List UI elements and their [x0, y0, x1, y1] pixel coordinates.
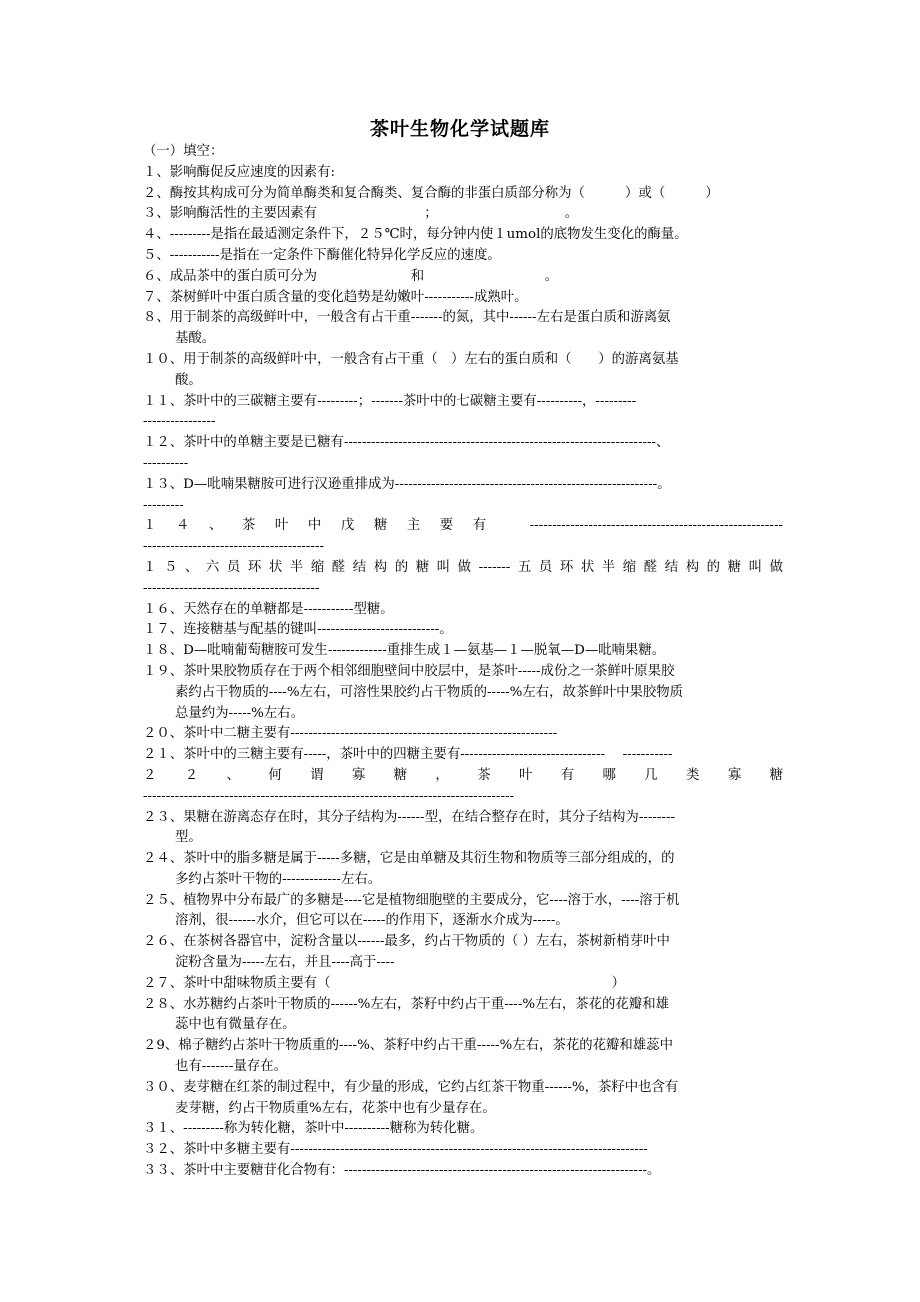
question-line: １、影响酶促反应速度的因素有: [143, 164, 335, 180]
question-line: １６、天然存在的单糖都是-----------型糖。 [143, 601, 394, 617]
question-line: ２７、茶叶中甜味物质主要有（ ） [143, 975, 626, 991]
question-line: １７、连接糖基与配基的键叫---------------------------。 [143, 622, 453, 638]
question-line: 麦芽糖，约占干物质重%左右，花茶中也有少量存在。 [175, 1100, 496, 1116]
question-line: （一）填空： [143, 144, 224, 159]
question-line: ３３、茶叶中主要糖苷化合物有：-------------------------------------------------------------------。 [143, 1163, 661, 1179]
question-line: 多约占茶叶干物的-------------左右。 [175, 871, 382, 887]
question-line: ---------------- [143, 414, 216, 430]
question-line: ７、茶树鲜叶中蛋白质含量的变化趋势是幼嫩叶-----------成熟叶。 [143, 289, 528, 305]
question-line: １９、茶叶果胶物质存在于两个相邻细胞壁间中胶层中，是茶叶-----成份之一茶鲜叶原果胶 [143, 663, 675, 679]
question-line: ４、---------是指在最适测定条件下，２５℃时，每分钟内使１umol的底物发生变化的酶量。 [143, 227, 688, 243]
question-line: １２、茶叶中的单糖主要是已糖有---------------------------------------------------------------------、 [143, 435, 670, 451]
question-line: 蕊中也有微量存在。 [175, 1017, 296, 1033]
question-line: ２６、在茶树各器官中，淀粉含量以------最多，约占干物质的（ ）左右，茶树新梢芽叶中 [143, 934, 670, 950]
question-line: ３、影响酶活性的主要因素有 ； 。 [143, 206, 579, 222]
question-line: ２9、棉子糖约占茶叶干物质重的----%、茶籽中约占干重-----%左右，茶花的花瓣和雄蕊中 [143, 1038, 673, 1054]
question-line: ３１、---------称为转化糖，茶叶中----------糖称为转化糖。 [143, 1121, 484, 1137]
question-line: ６、成品茶中的蛋白质可分为 和 。 [143, 268, 559, 284]
question-line: １３、D—吡喃果糖胺可进行汉逊重排成为----------------------------------------------------------。 [143, 476, 671, 492]
question-line: １８、D—吡喃葡萄糖胺可发生-------------重排生成１—氨基—１—脱氧—D—吡喃果糖。 [143, 643, 666, 659]
question-line: 素约占干物质的----%左右，可溶性果胶约占干物质的-----%左右，故茶鲜叶中果胶物质 [175, 684, 684, 700]
document-title: 茶叶生物化学试题库 [369, 118, 550, 140]
question-line: 型。 [175, 830, 202, 846]
question-line: ５、-----------是指在一定条件下酶催化特异化学反应的速度。 [143, 247, 501, 263]
question-line: 总量约为-----%左右。 [175, 705, 305, 721]
question-line: ２５、植物界中分布最广的多糖是----它是植物细胞壁的主要成分，它----溶于水，----溶于机 [143, 892, 680, 908]
question-line: ８、用于制茶的高级鲜叶中，一般含有占干重-------的氮，其中------左右是蛋白质和游离氨 [143, 310, 671, 326]
document-body [143, 142, 783, 1182]
question-line: ---------- [143, 455, 189, 471]
question-line: 溶剂，很------水介，但它可以在-----的作用下，逐渐水介成为-----。 [175, 913, 569, 929]
question-line: １４、茶叶中戊糖主要有 -------------------------------------------------------- [143, 518, 783, 534]
question-line: ２８、水苏糖约占茶叶干物质的------%左右，茶籽中约占干重----%左右，茶花的花瓣和雄 [143, 996, 669, 1012]
question-line: １０、用于制茶的高级鲜叶中，一般含有占干重（ ）左右的蛋白质和（ ）的游离氨基 [143, 351, 679, 367]
question-line: １１、茶叶中的三碳糖主要有---------；-------茶叶中的七碳糖主要有----------，--------- [143, 393, 637, 409]
question-line: ２０、茶叶中二糖主要有----------------------------------------------------------- [143, 726, 558, 742]
question-line: ２２、何谓寡糖，茶叶有哪几类寡糖 [143, 767, 783, 783]
question-line: ２４、茶叶中的脂多糖是属于-----多糖，它是由单糖及其衍生物和物质等三部分组成的，的 [143, 851, 675, 867]
question-line: ２、酶按其构成可分为简单酶类和复合酶类、复合酶的非蛋白质部分称为（ ）或（ ） [143, 185, 719, 201]
question-line: ３０、麦芽糖在红茶的制过程中，有少量的形成，它约占红茶干物重------%，茶籽中也含有 [143, 1079, 679, 1095]
question-line: ３２、茶叶中多糖主要有------------------------------------------------------------------------------- [143, 1142, 648, 1158]
question-line: 也有-------量存在。 [175, 1059, 288, 1075]
question-line: 淀粉含量为-----左右，并且----高于---- [175, 955, 395, 971]
question-line: ２３、果糖在游离态存在时，其分子结构为------型，在结合整存在时，其分子结构为-------- [143, 809, 676, 825]
question-line: --------------------------------------- [143, 580, 320, 596]
question-line: １５、六员环状半缩醛结构的糖叫做-------五员环状半缩醛结构的糖叫做 [143, 559, 783, 575]
question-line: --------- [143, 497, 184, 513]
question-line: 基酸。 [175, 331, 216, 347]
question-line: ---------------------------------------- [143, 539, 324, 555]
question-line: ---------------------------------------------------------------------------------- [143, 788, 515, 804]
question-line: ２１、茶叶中的三糖主要有-----，茶叶中的四糖主要有-------------------------------- ----------- [143, 747, 673, 763]
question-line: 酸。 [175, 372, 202, 388]
